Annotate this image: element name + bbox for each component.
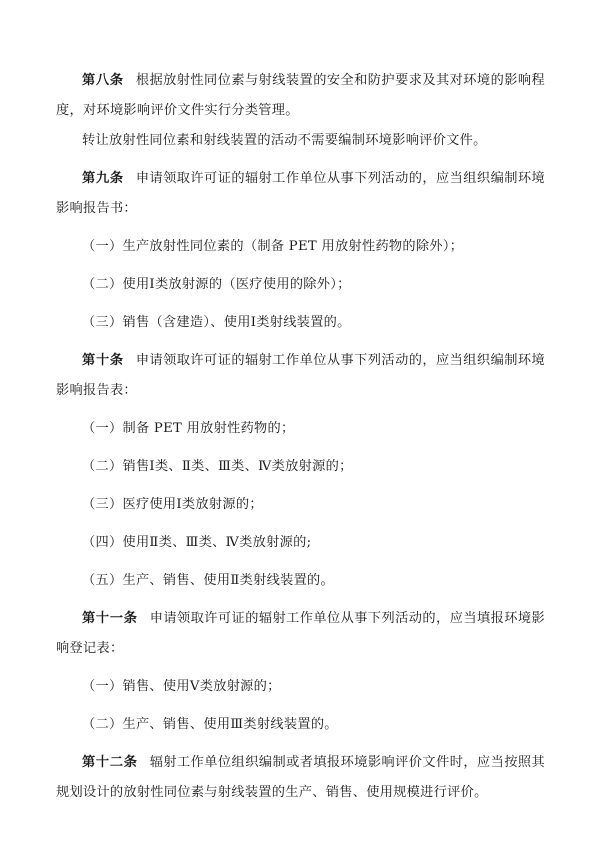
article-10-item: （四）使用Ⅱ类、Ⅲ类、Ⅳ类放射源的; (82, 535, 312, 550)
article-10-text: 申请领取许可证的辐射工作单位从事下列活动的，应当组织编制环境影响报告表： (56, 353, 545, 398)
article-9-label: 第九条 (82, 171, 124, 186)
article-9-item: （二）使用Ⅰ类放射源的（医疗使用的除外）； (82, 277, 351, 292)
article-9-item: （三）销售（含建造）、使用Ⅰ类射线装置的。 (82, 315, 351, 330)
article-8-text: 根据放射性同位素与射线装置的安全和防护要求及其对环境的影响程度，对环境影响评价文件实行分类管理。 (56, 73, 545, 118)
article-11-item: （一）销售、使用Ⅴ类放射源的； (82, 679, 281, 694)
article-10-item: （五）生产、销售、使用Ⅱ类射线装置的。 (82, 573, 335, 588)
article-11-item: （二）生产、销售、使用Ⅲ类射线装置的。 (82, 717, 338, 732)
article-8-paragraph (56, 66, 545, 126)
article-10-item: （一）制备 PET 用放射性药物的； (82, 421, 295, 436)
article-10-paragraph (56, 346, 545, 406)
article-12-text: 辐射工作单位组织编制或者填报环境影响评价文件时，应当按照其规划设计的放射性同位素与射线装置的生产、销售、使用规模进行评价。 (56, 755, 545, 800)
article-11-paragraph (56, 604, 545, 664)
article-11-label: 第十一条 (82, 611, 138, 626)
article-9-paragraph (56, 164, 545, 224)
article-10-label: 第十条 (82, 353, 124, 368)
article-11-text: 申请领取许可证的辐射工作单位从事下列活动的，应当填报环境影响登记表： (56, 611, 545, 656)
article-9-item: （一）生产放射性同位素的（制备 PET 用放射性药物的除外）； (82, 239, 464, 254)
article-12-label: 第十二条 (82, 755, 138, 770)
article-10-item: （二）销售Ⅰ类、Ⅱ类、Ⅲ类、Ⅳ类放射源的； (82, 459, 353, 474)
article-10-item: （三）医疗使用Ⅰ类放射源的； (82, 497, 263, 512)
article-12-paragraph (56, 748, 545, 808)
article-9-text: 申请领取许可证的辐射工作单位从事下列活动的，应当组织编制环境影响报告书： (56, 171, 545, 216)
article-8-label: 第八条 (82, 73, 124, 88)
article-8-paragraph-2: 转让放射性同位素和射线装置的活动不需要编制环境影响评价文件。 (82, 133, 487, 148)
